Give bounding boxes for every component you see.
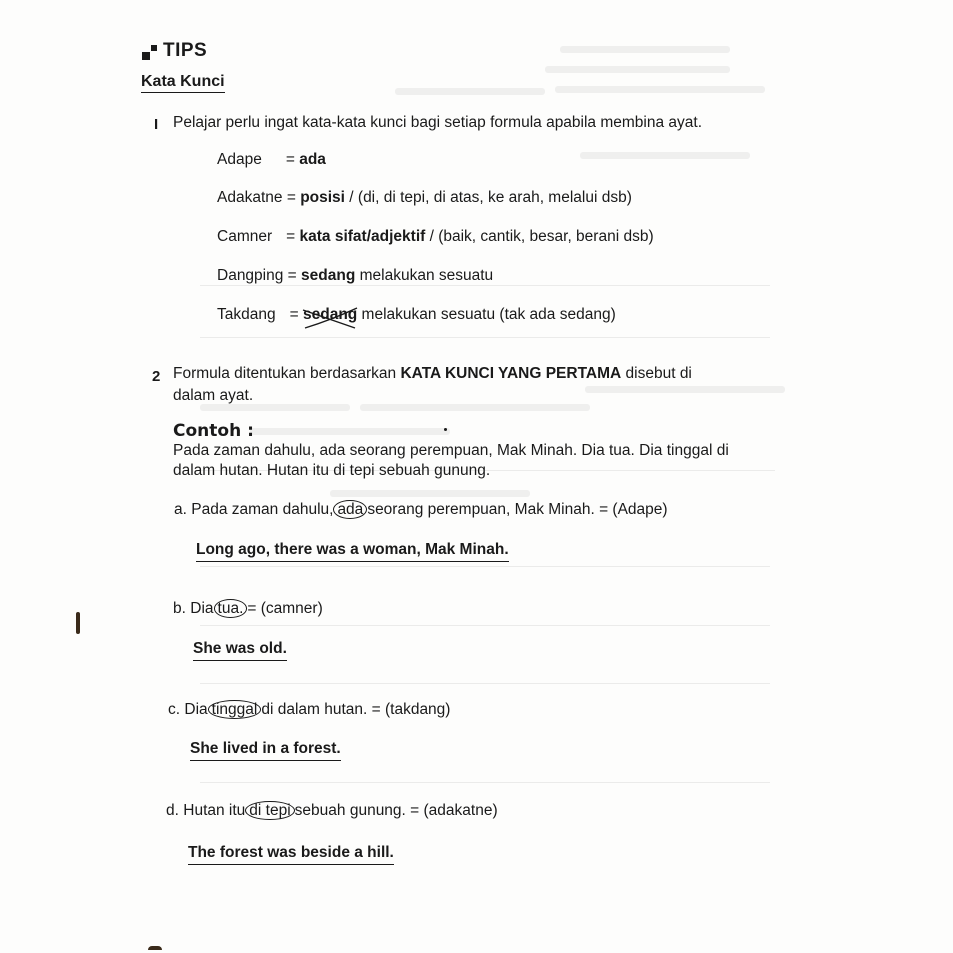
keyword-row (217, 151, 326, 169)
scan-edge-mark (76, 612, 80, 634)
ruled-line (200, 782, 770, 783)
keyword-term: Dangping (217, 267, 284, 284)
scan-edge-mark (148, 946, 162, 950)
example-letter: c. (168, 701, 181, 718)
keyword-row (217, 189, 632, 207)
strike-cross-icon (301, 306, 359, 330)
ruled-line (200, 285, 770, 286)
keyword-meaning: sedang (301, 267, 356, 284)
equals-sign: = (285, 151, 295, 168)
bleed-through (555, 86, 765, 93)
point-text: Pelajar perlu ingat kata-kata kunci bagi setiap formula apabila membina ayat. (173, 114, 703, 131)
keyword-meaning: sedang (302, 306, 358, 323)
equals-sign: = (286, 228, 296, 245)
point-text-part: disebut di (621, 365, 692, 382)
point-number: 2 (152, 368, 161, 385)
keyword-examples: / (di, di tepi, di atas, ke arah, melalui dsb) (344, 189, 632, 206)
point-text-emphasis: KATA KUNCI YANG PERTAMA (400, 365, 622, 382)
bleed-through (395, 88, 545, 95)
bleed-through (580, 152, 750, 159)
example-paragraph-line: dalam hutan. Hutan itu di tepi sebuah gunung. (173, 462, 491, 479)
ruled-line (200, 337, 770, 338)
keyword-meaning: posisi (300, 189, 345, 206)
ruled-line (200, 683, 770, 684)
point-text-part: Formula ditentukan berdasarkan (173, 365, 401, 382)
bleed-through (330, 490, 530, 497)
bleed-through (250, 428, 450, 435)
struck-word (303, 306, 357, 324)
translation: The forest was beside a hill. (188, 844, 394, 865)
sentence-part: Dia (190, 600, 214, 617)
translation: She lived in a forest. (190, 740, 341, 761)
keyword-term: Adakatne (217, 189, 283, 206)
example-sentence (168, 701, 450, 719)
circled-keyword: tua. (214, 599, 248, 618)
ink-dot (444, 428, 447, 431)
sentence-part: seorang perempuan, Mak Minah. = (Adape) (367, 501, 668, 518)
keyword-row (217, 267, 493, 285)
section-subtitle: Kata Kunci (141, 73, 225, 93)
circled-keyword: tinggal (208, 700, 262, 719)
equals-sign: = (289, 306, 299, 323)
bleed-through (200, 404, 350, 411)
point-number: I (154, 116, 159, 133)
keyword-examples: melakukan sesuatu (tak ada sedang) (357, 306, 616, 323)
sentence-part: = (camner) (247, 600, 323, 617)
equals-sign: = (287, 267, 297, 284)
sentence-part: Hutan itu (183, 802, 246, 819)
page-title: TIPS (163, 40, 208, 61)
example-letter: a. (174, 501, 187, 518)
translation: Long ago, there was a woman, Mak Minah. (196, 541, 509, 562)
example-letter: d. (166, 802, 179, 819)
sentence-part: di dalam hutan. = (takdang) (261, 701, 451, 718)
example-letter: b. (173, 600, 186, 617)
circled-keyword: ada (333, 500, 367, 519)
keyword-examples: / (baik, cantik, besar, berani dsb) (425, 228, 654, 245)
keyword-term: Adape (217, 151, 262, 168)
sentence-part: sebuah gunung. = (adakatne) (294, 802, 498, 819)
contoh-label: Contoh : (173, 421, 254, 441)
example-paragraph-line: Pada zaman dahulu, ada seorang perempuan, Mak Minah. Dia tua. Dia tinggal di (173, 442, 729, 459)
keyword-row (217, 306, 616, 324)
example-sentence (173, 600, 323, 618)
keyword-examples: melakukan sesuatu (355, 267, 494, 284)
keyword-meaning: kata sifat/adjektif (299, 228, 426, 245)
keyword-term: Camner (217, 228, 273, 245)
point-text (173, 365, 692, 383)
circled-keyword: di tepi (245, 801, 294, 820)
example-sentence (174, 501, 668, 519)
example-sentence (166, 802, 498, 820)
equals-sign: = (286, 189, 296, 206)
bleed-through (585, 386, 785, 393)
bleed-through (560, 46, 730, 53)
keyword-term: Takdang (217, 306, 276, 323)
sentence-part: Dia (184, 701, 208, 718)
ruled-line (200, 566, 770, 567)
bleed-through (360, 404, 590, 411)
keyword-row (217, 228, 654, 246)
bleed-through (545, 66, 730, 73)
ruled-line (200, 625, 770, 626)
point-text-line2: dalam ayat. (173, 387, 254, 404)
sentence-part: Pada zaman dahulu, (191, 501, 334, 518)
keyword-meaning: ada (299, 151, 326, 168)
translation: She was old. (193, 640, 287, 661)
